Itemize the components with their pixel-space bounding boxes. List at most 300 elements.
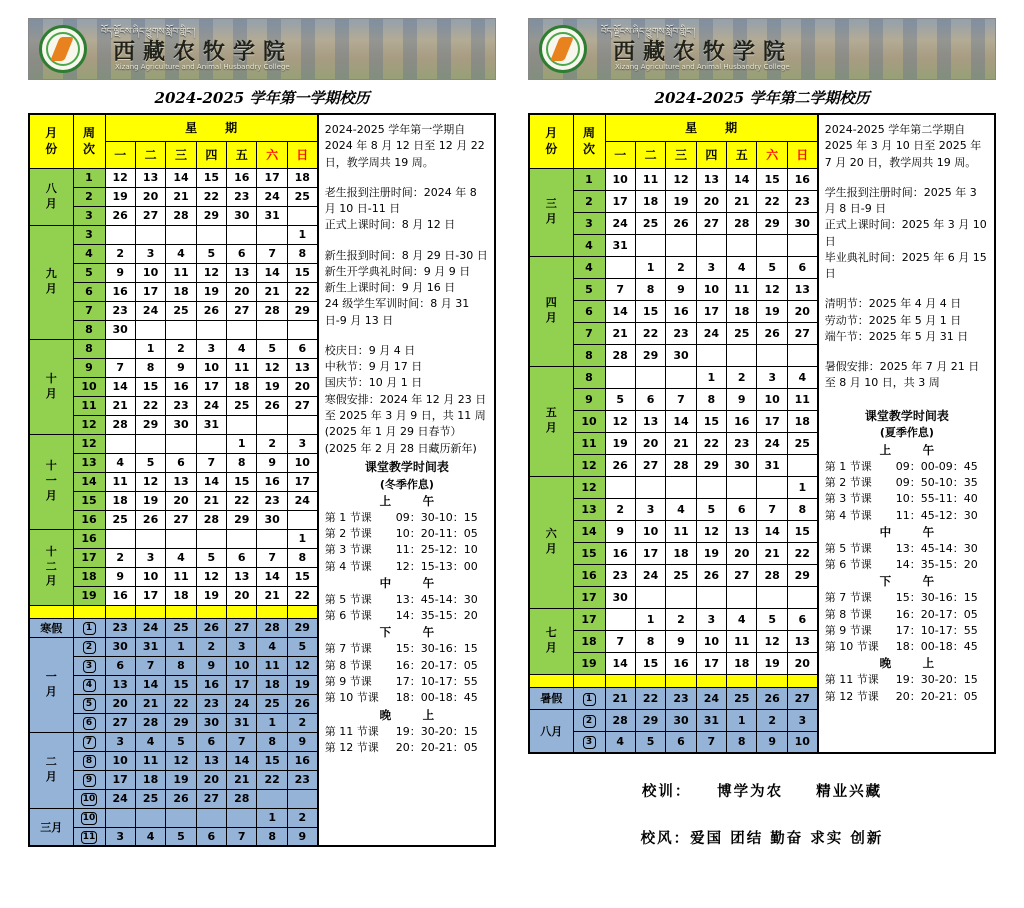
day-cell: 6 (635, 388, 665, 410)
day-cell: 19 (757, 300, 787, 322)
day-cell: 23 (105, 618, 135, 637)
day-cell: 8 (227, 453, 257, 472)
college-name-cn: 西藏农牧学院 (613, 39, 794, 65)
day-cell: 21 (227, 770, 257, 789)
day-cell: 25 (787, 432, 817, 454)
day-cell: 9 (287, 827, 317, 846)
day-cell (605, 608, 635, 630)
day-cell (105, 434, 135, 453)
day-cell (757, 344, 787, 366)
day-cell: 25 (257, 694, 287, 713)
day-cell: 28 (605, 344, 635, 366)
day-cell: 3 (105, 732, 135, 751)
day-cell: 18 (166, 282, 196, 301)
notes-gap (325, 171, 489, 185)
period-time: 20：20-21：05 (895, 689, 978, 703)
period-label: 第 5 节课 (324, 592, 372, 606)
day-cell: 3 (196, 339, 226, 358)
week-number: 6 (73, 282, 105, 301)
day-cell: 2 (257, 434, 287, 453)
day-cell (257, 529, 287, 548)
day-cell: 26 (166, 789, 196, 808)
weekday-header: 一 (605, 141, 635, 168)
month-label: 十二月 (29, 529, 73, 605)
week-number: 17 (573, 608, 605, 630)
notes-gap (325, 234, 489, 248)
timetable-part-header: 中 午 (879, 524, 945, 539)
week-col-header: 周次 (73, 114, 105, 168)
period-time: 10：55-11：40 (895, 492, 978, 506)
day-cell: 6 (287, 339, 317, 358)
day-cell: 6 (227, 548, 257, 567)
note-line: (2025 年 1 月 29 日春节） (324, 425, 462, 439)
day-cell: 10 (135, 263, 165, 282)
day-cell: 4 (257, 637, 287, 656)
note-line: 2024-2025 学年第二学期自 2025 年 3 月 10 日至 2025 年 7 月 20 日，教学周共 19 周。 (824, 123, 982, 169)
day-cell: 18 (166, 586, 196, 605)
day-cell: 2 (666, 608, 696, 630)
day-cell: 31 (605, 234, 635, 256)
note-line: 端午节：2025 年 5 月 31 日 (824, 329, 969, 343)
period-label: 第 7 节课 (824, 591, 872, 605)
day-cell: 10 (105, 751, 135, 770)
period-label: 第 9 节课 (324, 674, 372, 688)
day-cell: 15 (227, 472, 257, 491)
day-cell (135, 808, 165, 827)
note-line: 寒假安排：2024 年 12 月 23 日至 2025 年 3 月 9 日，共 11 周 (324, 392, 487, 422)
day-cell: 15 (287, 567, 317, 586)
college-logo-icon (39, 25, 87, 73)
day-cell: 30 (105, 320, 135, 339)
day-cell: 29 (635, 344, 665, 366)
day-cell: 1 (166, 637, 196, 656)
day-cell: 10 (696, 278, 726, 300)
day-cell (757, 234, 787, 256)
day-cell: 15 (757, 168, 787, 190)
day-cell: 4 (166, 548, 196, 567)
timetable-row (825, 623, 989, 639)
day-cell: 11 (257, 656, 287, 675)
day-cell: 24 (227, 694, 257, 713)
week-number: 8 (573, 344, 605, 366)
day-cell: 17 (227, 675, 257, 694)
period-label: 第 6 节课 (824, 558, 872, 572)
day-cell (635, 366, 665, 388)
week-number: 4 (573, 256, 605, 278)
period-time: 09：30-10：15 (395, 510, 478, 524)
separator-cell (29, 605, 73, 618)
day-cell: 24 (135, 618, 165, 637)
day-cell (727, 476, 757, 498)
day-cell: 12 (757, 278, 787, 300)
day-cell: 6 (787, 256, 817, 278)
day-cell: 9 (105, 263, 135, 282)
day-cell: 27 (196, 789, 226, 808)
month-label: 寒假 (29, 618, 73, 637)
timetable-row (825, 672, 989, 688)
day-cell: 19 (757, 652, 787, 674)
day-cell: 5 (166, 827, 196, 846)
weekday-header: 日 (787, 141, 817, 168)
day-cell: 23 (257, 491, 287, 510)
period-label: 第 10 节课 (824, 640, 879, 654)
day-cell: 20 (166, 491, 196, 510)
day-cell: 22 (757, 190, 787, 212)
separator-cell (605, 674, 635, 687)
day-cell: 25 (166, 618, 196, 637)
day-cell (605, 256, 635, 278)
day-cell: 24 (257, 187, 287, 206)
week-number: 1 (73, 618, 105, 637)
day-cell: 19 (196, 586, 226, 605)
weekday-header: 六 (757, 141, 787, 168)
day-cell: 12 (757, 630, 787, 652)
day-cell (787, 344, 817, 366)
day-cell (696, 234, 726, 256)
day-cell: 7 (227, 827, 257, 846)
day-cell: 9 (757, 731, 787, 753)
day-cell: 15 (696, 410, 726, 432)
period-label: 第 3 节课 (824, 492, 872, 506)
day-cell: 29 (287, 618, 317, 637)
day-cell: 12 (696, 520, 726, 542)
week-number: 8 (573, 366, 605, 388)
day-cell: 22 (635, 687, 665, 709)
day-cell: 13 (227, 567, 257, 586)
day-cell: 28 (227, 789, 257, 808)
day-cell (287, 510, 317, 529)
day-cell: 31 (196, 415, 226, 434)
day-cell: 20 (787, 652, 817, 674)
day-cell: 19 (135, 491, 165, 510)
day-cell: 22 (135, 396, 165, 415)
day-cell: 10 (787, 731, 817, 753)
day-cell: 25 (727, 687, 757, 709)
day-cell: 4 (135, 732, 165, 751)
day-cell: 20 (227, 282, 257, 301)
timetable-row (825, 475, 989, 491)
day-cell: 5 (196, 548, 226, 567)
weekday-header: 四 (696, 141, 726, 168)
day-cell: 21 (666, 432, 696, 454)
day-cell: 8 (257, 827, 287, 846)
day-cell: 23 (727, 432, 757, 454)
day-cell: 22 (287, 586, 317, 605)
note-line: 老生报到注册时间：2024 年 8 月 10 日-11 日 (324, 185, 477, 216)
day-cell: 22 (787, 542, 817, 564)
day-cell: 15 (135, 377, 165, 396)
day-cell: 5 (166, 732, 196, 751)
period-time: 15：30-16：15 (895, 591, 978, 605)
day-cell: 17 (605, 190, 635, 212)
day-cell: 16 (787, 168, 817, 190)
day-cell (605, 476, 635, 498)
day-cell (605, 366, 635, 388)
day-cell: 31 (227, 713, 257, 732)
day-cell: 12 (105, 168, 135, 187)
timetable-part-header: 上 午 (879, 442, 945, 457)
notes-gap (825, 282, 989, 296)
week-number: 11 (73, 396, 105, 415)
day-cell: 29 (135, 415, 165, 434)
day-cell: 14 (257, 567, 287, 586)
day-cell: 25 (287, 187, 317, 206)
school-ethos: 校风：爱国 团结 勤奋 求实 创新 (640, 831, 884, 847)
day-cell: 26 (757, 322, 787, 344)
day-cell: 13 (105, 675, 135, 694)
week-number: 2 (573, 190, 605, 212)
day-cell: 8 (635, 630, 665, 652)
period-time: 19：30-20：15 (395, 724, 478, 738)
period-label: 第 11 节课 (324, 724, 379, 738)
day-cell: 7 (757, 498, 787, 520)
month-label: 五月 (529, 366, 573, 476)
day-cell: 11 (135, 751, 165, 770)
day-cell: 28 (757, 564, 787, 586)
separator-cell (787, 674, 817, 687)
day-cell: 13 (196, 751, 226, 770)
day-cell: 24 (135, 301, 165, 320)
period-time: 17：10-17：55 (395, 674, 478, 688)
day-cell (135, 434, 165, 453)
period-time: 20：20-21：05 (395, 740, 478, 754)
period-time: 16：20-17：05 (395, 658, 478, 672)
day-cell: 27 (287, 396, 317, 415)
day-cell: 3 (635, 498, 665, 520)
day-cell: 21 (727, 190, 757, 212)
day-cell: 3 (287, 434, 317, 453)
day-cell (257, 225, 287, 244)
separator-cell (257, 605, 287, 618)
day-cell: 6 (166, 453, 196, 472)
separator-cell (529, 674, 573, 687)
note-line: 中秋节：9 月 17 日 (324, 360, 423, 374)
day-cell: 28 (605, 709, 635, 731)
day-cell: 30 (787, 212, 817, 234)
period-time: 17：10-17：55 (895, 623, 978, 637)
day-cell: 28 (105, 415, 135, 434)
day-cell: 25 (166, 301, 196, 320)
day-cell: 3 (135, 548, 165, 567)
day-cell: 24 (605, 212, 635, 234)
day-cell (196, 529, 226, 548)
day-cell: 29 (196, 206, 226, 225)
day-cell (666, 366, 696, 388)
week-number: 3 (573, 212, 605, 234)
day-cell: 1 (287, 529, 317, 548)
note-line: 新生报到时间：8 月 29 日-30 日 (324, 248, 488, 262)
day-cell: 17 (635, 542, 665, 564)
day-cell (287, 206, 317, 225)
day-cell: 12 (196, 263, 226, 282)
day-cell: 23 (666, 687, 696, 709)
day-cell: 7 (135, 656, 165, 675)
timetable-part-header: 晚 上 (379, 707, 445, 722)
period-label: 第 8 节课 (824, 607, 872, 621)
month-col-header: 月份 (529, 114, 573, 168)
day-cell: 10 (696, 630, 726, 652)
period-label: 第 11 节课 (824, 673, 879, 687)
period-label: 第 8 节课 (324, 658, 372, 672)
day-cell: 24 (696, 322, 726, 344)
day-cell: 17 (696, 300, 726, 322)
semester2-panel (528, 18, 996, 874)
day-cell: 27 (227, 301, 257, 320)
day-cell: 13 (135, 168, 165, 187)
college-name-cn: 西藏农牧学院 (113, 39, 294, 65)
day-cell: 10 (227, 656, 257, 675)
day-cell: 8 (257, 732, 287, 751)
day-cell: 1 (635, 256, 665, 278)
day-cell: 28 (727, 212, 757, 234)
timetable-row (325, 690, 489, 706)
day-cell: 14 (605, 300, 635, 322)
period-time: 18：00-18：45 (395, 691, 478, 705)
day-cell (166, 434, 196, 453)
day-cell: 24 (635, 564, 665, 586)
week-number: 8 (73, 339, 105, 358)
day-cell (257, 320, 287, 339)
day-cell: 22 (227, 491, 257, 510)
weekday-group-header: 星期 (605, 114, 818, 141)
day-cell: 18 (666, 542, 696, 564)
day-cell: 30 (257, 510, 287, 529)
day-cell: 16 (666, 300, 696, 322)
day-cell: 7 (227, 732, 257, 751)
day-cell: 19 (696, 542, 726, 564)
timetable-part-header: 下 午 (379, 625, 445, 640)
day-cell (787, 234, 817, 256)
day-cell: 16 (287, 751, 317, 770)
day-cell: 5 (287, 637, 317, 656)
timetable-subtitle: (夏季作息) (879, 426, 934, 440)
day-cell: 9 (196, 656, 226, 675)
day-cell: 7 (696, 731, 726, 753)
note-line: 新生开学典礼时间：9 月 9 日 (324, 264, 471, 278)
day-cell: 20 (635, 432, 665, 454)
day-cell: 13 (787, 630, 817, 652)
month-label: 三月 (29, 808, 73, 846)
timetable-row (825, 590, 989, 606)
note-line: 毕业典礼时间：2025 年 6 月 15 日 (824, 250, 987, 281)
day-cell: 20 (227, 586, 257, 605)
day-cell: 10 (196, 358, 226, 377)
period-label: 第 2 节课 (824, 476, 872, 490)
day-cell: 3 (696, 256, 726, 278)
day-cell: 25 (135, 789, 165, 808)
day-cell: 16 (105, 586, 135, 605)
week-number: 4 (73, 675, 105, 694)
day-cell: 11 (105, 472, 135, 491)
calendar-table (528, 113, 819, 754)
day-cell: 4 (666, 498, 696, 520)
timetable-row (825, 491, 989, 507)
day-cell: 7 (257, 548, 287, 567)
day-cell: 20 (196, 770, 226, 789)
day-cell: 27 (635, 454, 665, 476)
period-label: 第 9 节课 (824, 623, 872, 637)
day-cell (135, 320, 165, 339)
day-cell: 17 (135, 586, 165, 605)
day-cell: 2 (166, 339, 196, 358)
timetable-row (325, 674, 489, 690)
day-cell: 16 (105, 282, 135, 301)
day-cell: 5 (135, 453, 165, 472)
day-cell: 2 (757, 709, 787, 731)
day-cell: 23 (196, 694, 226, 713)
week-number: 13 (573, 498, 605, 520)
week-number: 9 (573, 388, 605, 410)
month-label: 六月 (529, 476, 573, 608)
day-cell: 23 (787, 190, 817, 212)
day-cell: 24 (696, 687, 726, 709)
day-cell: 15 (787, 520, 817, 542)
period-label: 第 7 节课 (324, 642, 372, 656)
day-cell: 4 (166, 244, 196, 263)
week-number: 3 (73, 656, 105, 675)
day-cell: 16 (227, 168, 257, 187)
day-cell: 8 (287, 548, 317, 567)
week-number: 1 (73, 168, 105, 187)
day-cell (166, 808, 196, 827)
day-cell: 29 (757, 212, 787, 234)
day-cell: 7 (605, 630, 635, 652)
timetable-row (825, 607, 989, 623)
timetable-row (825, 459, 989, 475)
week-number: 11 (573, 432, 605, 454)
day-cell: 22 (166, 694, 196, 713)
day-cell: 13 (635, 410, 665, 432)
day-cell (666, 234, 696, 256)
day-cell: 12 (287, 656, 317, 675)
day-cell: 9 (727, 388, 757, 410)
day-cell: 8 (635, 278, 665, 300)
separator-cell (666, 674, 696, 687)
week-number: 19 (73, 586, 105, 605)
timetable-row (825, 541, 989, 557)
period-label: 第 1 节课 (824, 459, 872, 473)
day-cell: 16 (666, 652, 696, 674)
day-cell: 29 (166, 713, 196, 732)
timetable-subtitle: (冬季作息) (379, 477, 434, 491)
day-cell: 2 (105, 548, 135, 567)
day-cell: 14 (757, 520, 787, 542)
day-cell: 8 (287, 244, 317, 263)
day-cell: 6 (105, 656, 135, 675)
week-number: 18 (73, 567, 105, 586)
day-cell: 10 (757, 388, 787, 410)
day-cell: 18 (727, 652, 757, 674)
month-label: 七月 (529, 608, 573, 674)
day-cell: 10 (635, 520, 665, 542)
day-cell: 24 (287, 491, 317, 510)
day-cell: 11 (787, 388, 817, 410)
day-cell: 21 (105, 396, 135, 415)
day-cell: 14 (166, 168, 196, 187)
day-cell: 13 (287, 358, 317, 377)
notes-gap (825, 345, 989, 359)
period-time: 13：45-14：30 (895, 541, 978, 555)
semester1-panel (28, 18, 496, 847)
day-cell: 10 (605, 168, 635, 190)
day-cell: 26 (196, 618, 226, 637)
separator-cell (757, 674, 787, 687)
period-label: 第 1 节课 (324, 510, 372, 524)
month-label: 八月 (29, 168, 73, 225)
day-cell: 7 (257, 244, 287, 263)
day-cell: 11 (166, 567, 196, 586)
note-line: 2024-2025 学年第一学期自 2024 年 8 月 12 日至 12 月 22 日，教学周共 19 周。 (324, 123, 485, 169)
